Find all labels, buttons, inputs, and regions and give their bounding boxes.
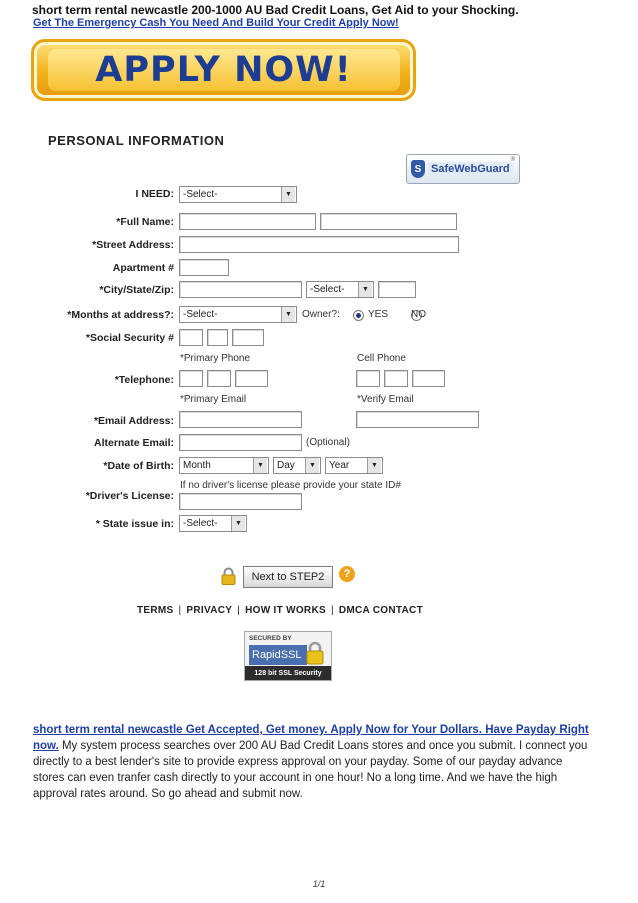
link-separator: | bbox=[178, 605, 182, 616]
optional-note: (Optional) bbox=[306, 437, 350, 448]
owner-yes-label: YES bbox=[368, 309, 389, 320]
rapidssl-badge[interactable] bbox=[244, 631, 332, 681]
section-title: PERSONAL INFORMATION bbox=[48, 133, 225, 148]
apply-now-banner-inner bbox=[48, 49, 400, 91]
chevron-down-icon: ▼ bbox=[253, 458, 267, 473]
chevron-down-icon: ▼ bbox=[281, 307, 295, 322]
state-select[interactable]: -Select- ▼ bbox=[306, 281, 374, 298]
email-input[interactable] bbox=[179, 411, 302, 428]
page-title: short term rental newcastle 200-1000 AU Bad Credit Loans, Get Aid to your Shocking. bbox=[32, 3, 519, 17]
ssl-brand: RapidSSL bbox=[249, 645, 307, 665]
owner-no-label: NO bbox=[411, 309, 426, 320]
primary-phone-line-input[interactable] bbox=[235, 370, 268, 387]
months-select[interactable]: -Select- ▼ bbox=[179, 306, 297, 323]
last-name-input[interactable] bbox=[320, 213, 457, 230]
alternate-email-label: Alternate Email: bbox=[94, 437, 174, 449]
street-address-label: *Street Address: bbox=[92, 239, 174, 251]
bottom-body-text: My system process searches over 200 AU Bad Credit Loans stores and once you submit. I connect you directly to a best lender's site to provide express approval on your payday. Some of our payday advance stores can even tranfer cash directly to your account in one hour! No a long time. And we have the high approval rates around. So go ahead and submit now. bbox=[33, 740, 588, 800]
dmca-contact-link[interactable]: DMCA CONTACT bbox=[338, 605, 423, 616]
chevron-down-icon: ▼ bbox=[367, 458, 381, 473]
verify-email-input[interactable] bbox=[356, 411, 479, 428]
full-name-label: *Full Name: bbox=[116, 216, 174, 228]
footer-links bbox=[137, 605, 423, 616]
state-issue-label: * State issue in: bbox=[95, 518, 174, 530]
chevron-down-icon: ▼ bbox=[231, 516, 245, 531]
city-input[interactable] bbox=[179, 281, 302, 298]
terms-link[interactable]: TERMS bbox=[137, 605, 174, 616]
cell-phone-area-input[interactable] bbox=[356, 370, 380, 387]
cell-phone-prefix-input[interactable] bbox=[384, 370, 408, 387]
drivers-license-input[interactable] bbox=[179, 493, 302, 510]
first-name-input[interactable] bbox=[179, 213, 316, 230]
help-icon[interactable]: ? bbox=[339, 566, 355, 582]
chevron-down-icon: ▼ bbox=[358, 282, 372, 297]
lock-icon bbox=[221, 567, 236, 585]
registered-mark: ® bbox=[510, 157, 515, 163]
ssn-label: *Social Security # bbox=[85, 332, 174, 344]
safewebguard-label: SafeWebGuard bbox=[428, 162, 513, 176]
street-address-input[interactable] bbox=[179, 236, 459, 253]
primary-phone-caption: *Primary Phone bbox=[180, 353, 251, 364]
link-separator: | bbox=[237, 605, 241, 616]
dob-month-select[interactable]: Month ▼ bbox=[179, 457, 269, 474]
shield-icon: S bbox=[411, 160, 425, 178]
alternate-email-input[interactable] bbox=[179, 434, 302, 451]
privacy-link[interactable]: PRIVACY bbox=[186, 605, 233, 616]
dob-day-select[interactable]: Day ▼ bbox=[273, 457, 321, 474]
email-label: *Email Address: bbox=[93, 415, 174, 427]
cell-phone-line-input[interactable] bbox=[412, 370, 445, 387]
state-issue-select[interactable]: -Select- ▼ bbox=[179, 515, 247, 532]
owner-yes-radio[interactable] bbox=[353, 310, 364, 321]
cell-phone-caption: Cell Phone bbox=[357, 353, 406, 364]
city-state-zip-label: *City/State/Zip: bbox=[99, 284, 174, 296]
how-it-works-link[interactable]: HOW IT WORKS bbox=[245, 605, 326, 616]
apply-now-link[interactable]: Get The Emergency Cash You Need And Build Your Credit Apply Now! bbox=[33, 17, 399, 29]
chevron-down-icon: ▼ bbox=[305, 458, 319, 473]
ssn-part2-input[interactable] bbox=[207, 329, 228, 346]
padlock-icon bbox=[305, 641, 325, 665]
zip-input[interactable] bbox=[378, 281, 416, 298]
bottom-apply-link[interactable]: short term rental newcastle Get Accepted, Get money. Apply Now for Your Dollars. Have Payday Right now. bbox=[33, 724, 589, 752]
telephone-label: *Telephone: bbox=[114, 374, 174, 386]
verify-email-caption: *Verify Email bbox=[357, 394, 414, 405]
safewebguard-badge[interactable] bbox=[406, 154, 520, 184]
ssn-part1-input[interactable] bbox=[179, 329, 203, 346]
primary-phone-prefix-input[interactable] bbox=[207, 370, 231, 387]
primary-email-caption: *Primary Email bbox=[180, 394, 247, 405]
ssn-part3-input[interactable] bbox=[232, 329, 264, 346]
bottom-paragraph bbox=[33, 722, 593, 802]
dob-label: *Date of Birth: bbox=[103, 460, 174, 472]
owner-label: Owner?: bbox=[302, 309, 340, 320]
apartment-label: Apartment # bbox=[112, 262, 174, 274]
chevron-down-icon: ▼ bbox=[281, 187, 295, 202]
apply-now-label: APPLY NOW! bbox=[95, 50, 352, 90]
i-need-label: I NEED: bbox=[135, 188, 174, 200]
apartment-input[interactable] bbox=[179, 259, 229, 276]
primary-phone-area-input[interactable] bbox=[179, 370, 203, 387]
ssl-strength: 128 bit SSL Security bbox=[245, 666, 331, 680]
dob-year-select[interactable]: Year ▼ bbox=[325, 457, 383, 474]
next-step-button[interactable]: Next to STEP2 bbox=[243, 566, 333, 588]
link-separator: | bbox=[330, 605, 334, 616]
months-at-address-label: *Months at address?: bbox=[67, 309, 174, 321]
ssl-secured-by: SECURED BY bbox=[249, 635, 292, 642]
apply-now-banner-button[interactable] bbox=[31, 39, 416, 101]
drivers-license-label: *Driver's License: bbox=[85, 490, 174, 502]
i-need-select[interactable]: -Select- ▼ bbox=[179, 186, 297, 203]
page-number: 1/1 bbox=[312, 879, 326, 889]
license-note: If no driver's license please provide your state ID# bbox=[180, 480, 401, 491]
